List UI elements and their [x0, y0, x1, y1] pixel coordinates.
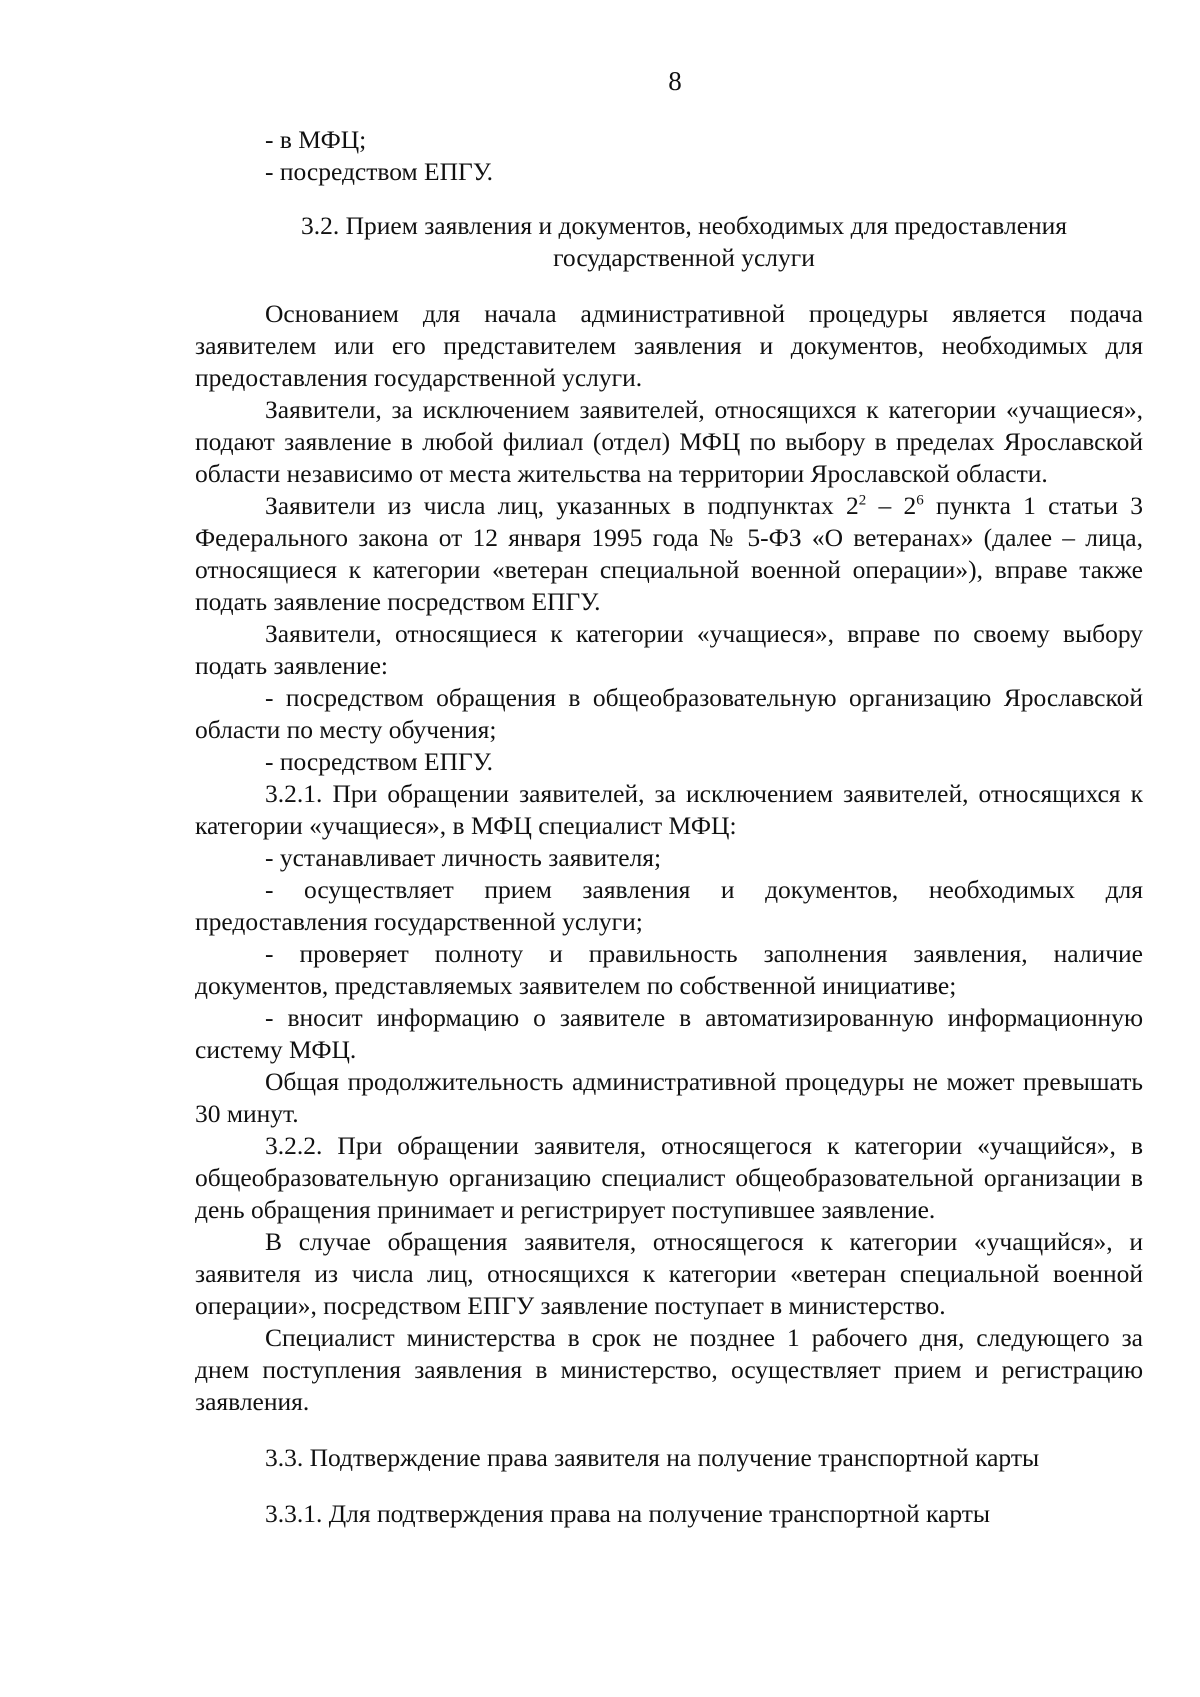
- paragraph: Специалист министерства в срок не позднее 1 рабочего дня, следующего за днем поступления заявления в министерство, осуществляет прием и регистрацию заявления.: [195, 1323, 1143, 1416]
- paragraph: Заявители, за исключением заявителей, относящихся к категории «учащиеся», подают заявление в любой филиал (отдел) МФЦ по выбору в пределах Ярославской области независимо от места жительства на территории Ярославской области.: [195, 395, 1143, 488]
- paragraph: Основанием для начала административной процедуры является подача заявителем или его представителем заявления и документов, необходимых для предоставления государственной услуги.: [195, 299, 1143, 392]
- superscript: 2: [858, 492, 867, 509]
- list-item: - устанавливает личность заявителя;: [265, 843, 662, 872]
- list-item: - посредством обращения в общеобразовательную организацию Ярославской области по месту обучения;: [195, 683, 1143, 744]
- section-heading-line: государственной услуги: [553, 243, 815, 272]
- list-item: - осуществляет прием заявления и документов, необходимых для предоставления государственной услуги;: [195, 875, 1143, 936]
- spacer: [195, 274, 1143, 298]
- paragraph: 3.2.2. При обращении заявителя, относящегося к категории «учащийся», в общеобразовательную организацию специалист общеобразовательной организации в день обращения принимает и регистрирует поступившее заявление.: [195, 1131, 1143, 1224]
- spacer: [195, 1418, 1143, 1442]
- paragraph: 3.2.1. При обращении заявителей, за исключением заявителей, относящихся к категории «учащиеся», в МФЦ специалист МФЦ:: [195, 779, 1143, 840]
- paragraph-text: Заявители из числа лиц, указанных в подпунктах 2: [265, 491, 859, 520]
- paragraph: Общая продолжительность административной процедуры не может превышать 30 минут.: [195, 1067, 1143, 1128]
- document-body: [195, 124, 1143, 1530]
- list-item: - проверяет полноту и правильность заполнения заявления, наличие документов, представляемых заявителем по собственной инициативе;: [195, 939, 1143, 1000]
- list-item: - посредством ЕПГУ.: [265, 157, 494, 186]
- section-heading-3-3: 3.3. Подтверждение права заявителя на получение транспортной карты: [265, 1443, 1040, 1472]
- superscript: 6: [916, 492, 924, 509]
- section-heading-line: 3.2. Прием заявления и документов, необходимых для предоставления: [300, 211, 1068, 240]
- spacer: [195, 1474, 1143, 1498]
- spacer: [195, 188, 1143, 210]
- list-item: - посредством ЕПГУ.: [265, 747, 494, 776]
- paragraph-text: пункта 1 статьи 3 Федерального закона от 12 января 1995 года № 5-ФЗ «О ветеранах» (далее – лица, относящиеся к категории «ветеран специальной военной операции»), вправе также подать заявление посредством ЕПГУ.: [195, 491, 1143, 616]
- list-item: - вносит информацию о заявителе в автоматизированную информационную систему МФЦ.: [195, 1003, 1143, 1064]
- page-number: 8: [668, 66, 682, 96]
- list-item: - в МФЦ;: [265, 125, 367, 154]
- paragraph-text: – 2: [866, 491, 917, 520]
- paragraph: В случае обращения заявителя, относящегося к категории «учащийся», и заявителя из числа лиц, относящихся к категории «ветеран специальной военной операции», посредством ЕПГУ заявление поступает в министерство.: [195, 1227, 1143, 1320]
- paragraph: Заявители, относящиеся к категории «учащиеся», вправе по своему выбору подать заявление:: [195, 619, 1143, 680]
- paragraph: 3.3.1. Для подтверждения права на получение транспортной карты: [265, 1499, 991, 1528]
- paragraph: [195, 490, 1143, 618]
- section-heading-3-2: [195, 210, 1143, 274]
